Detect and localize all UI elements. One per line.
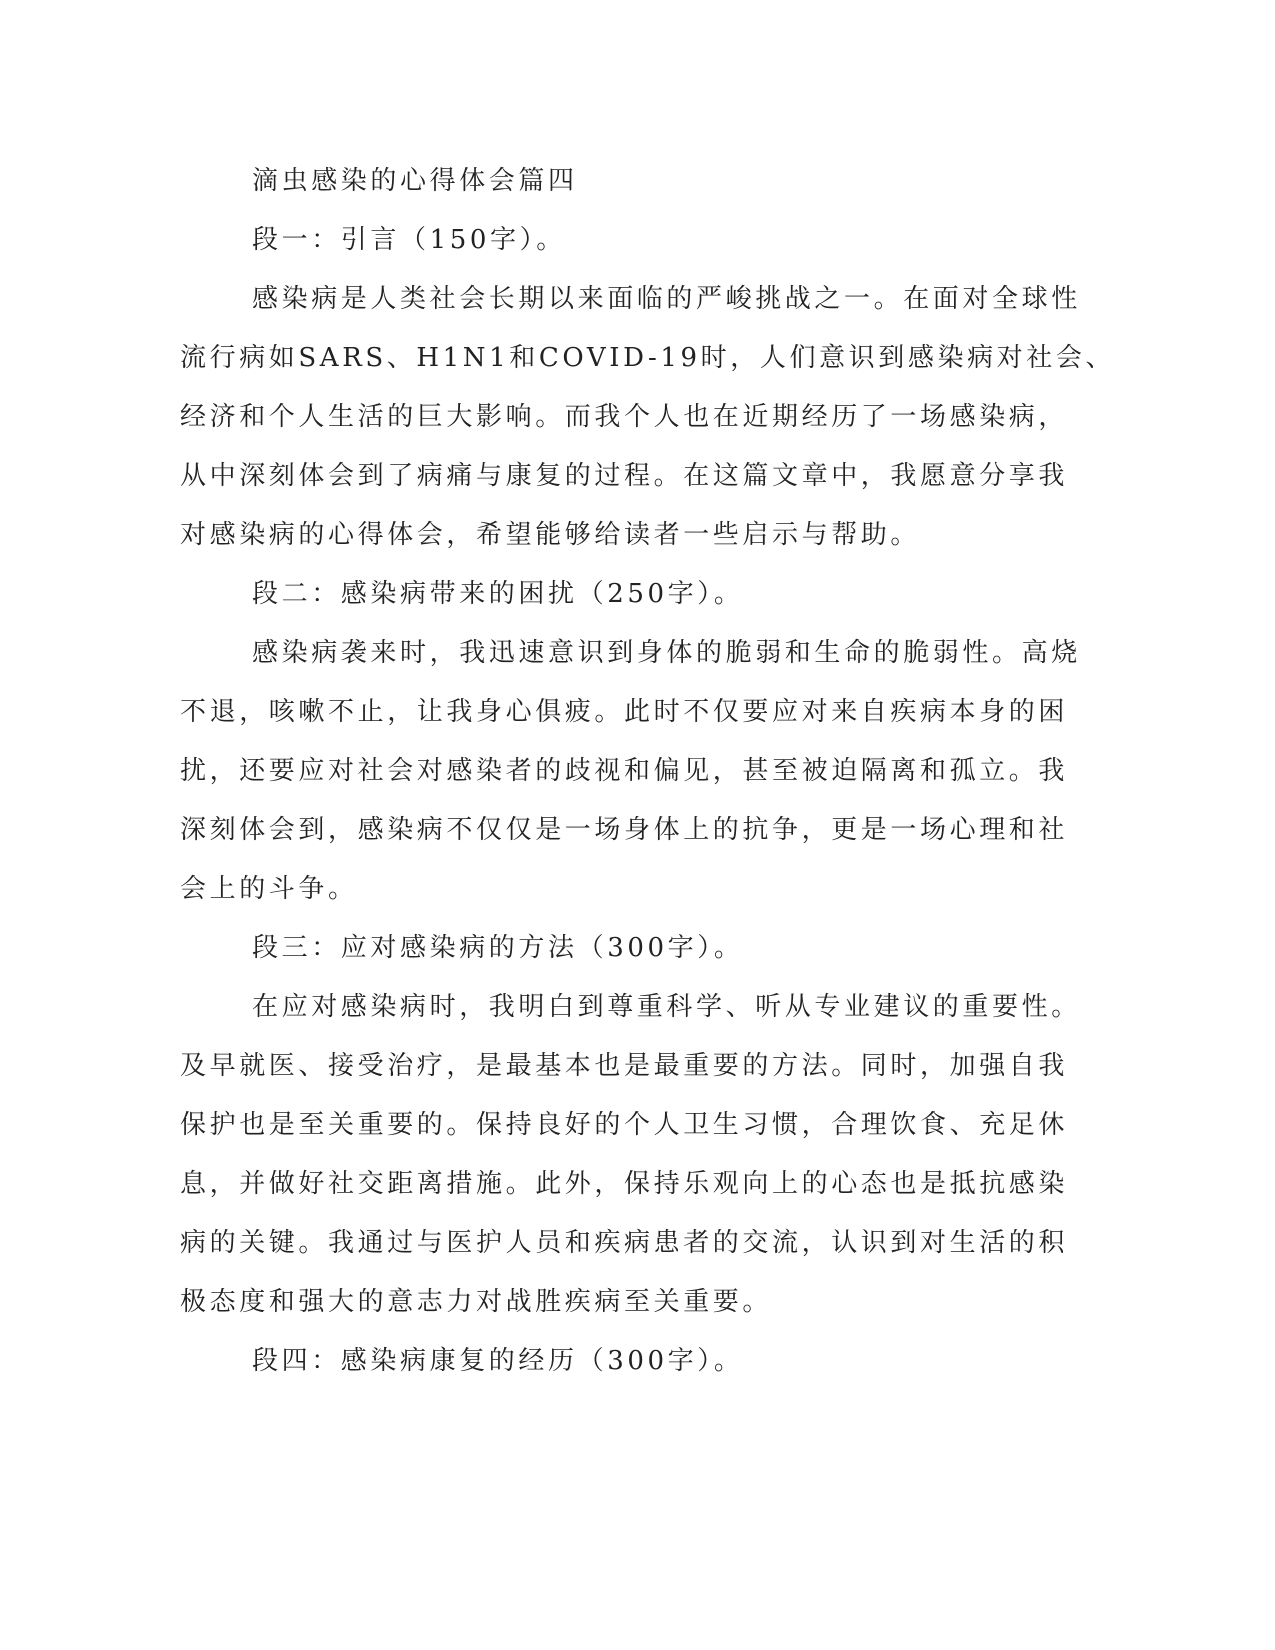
paragraph-line: 极态度和强大的意志力对战胜疾病至关重要。 [180, 1287, 773, 1317]
paragraph-line: 感染病是人类社会长期以来面临的严峻挑战之一。在面对全球性 [252, 284, 1081, 314]
section-heading: 段二：感染病带来的困扰（250字）。 [252, 579, 744, 609]
paragraph-line: 对感染病的心得体会，希望能够给读者一些启示与帮助。 [180, 520, 921, 550]
paragraph-line: 经济和个人生活的巨大影响。而我个人也在近期经历了一场感染病， [180, 402, 1069, 432]
paragraph-line: 从中深刻体会到了病痛与康复的过程。在这篇文章中，我愿意分享我 [180, 461, 1069, 491]
paragraph-line: 保护也是至关重要的。保持良好的个人卫生习惯，合理饮食、充足休 [180, 1110, 1069, 1140]
paragraph-line: 深刻体会到，感染病不仅仅是一场身体上的抗争，更是一场心理和社 [180, 815, 1069, 845]
section-heading: 段一：引言（150字）。 [252, 225, 566, 255]
paragraph-line: 在应对感染病时，我明白到尊重科学、听从专业建议的重要性。 [252, 992, 1081, 1022]
document-title: 滴虫感染的心得体会篇四 [252, 166, 578, 196]
section-heading: 段三：应对感染病的方法（300字）。 [252, 933, 744, 963]
paragraph-line: 感染病袭来时，我迅速意识到身体的脆弱和生命的脆弱性。高烧 [252, 638, 1081, 668]
paragraph-line: 会上的斗争。 [180, 874, 358, 904]
section-heading: 段四：感染病康复的经历（300字）。 [252, 1346, 744, 1376]
paragraph-line: 息，并做好社交距离措施。此外，保持乐观向上的心态也是抵抗感染 [180, 1169, 1069, 1199]
paragraph-line: 流行病如SARS、H1N1和COVID-19时，人们意识到感染病对社会、 [180, 343, 1116, 373]
paragraph-line: 不退，咳嗽不止，让我身心俱疲。此时不仅要应对来自疾病本身的困 [180, 697, 1069, 727]
paragraph-line: 及早就医、接受治疗，是最基本也是最重要的方法。同时，加强自我 [180, 1051, 1069, 1081]
paragraph-line: 扰，还要应对社会对感染者的歧视和偏见，甚至被迫隔离和孤立。我 [180, 756, 1069, 786]
paragraph-line: 病的关键。我通过与医护人员和疾病患者的交流，认识到对生活的积 [180, 1228, 1069, 1258]
